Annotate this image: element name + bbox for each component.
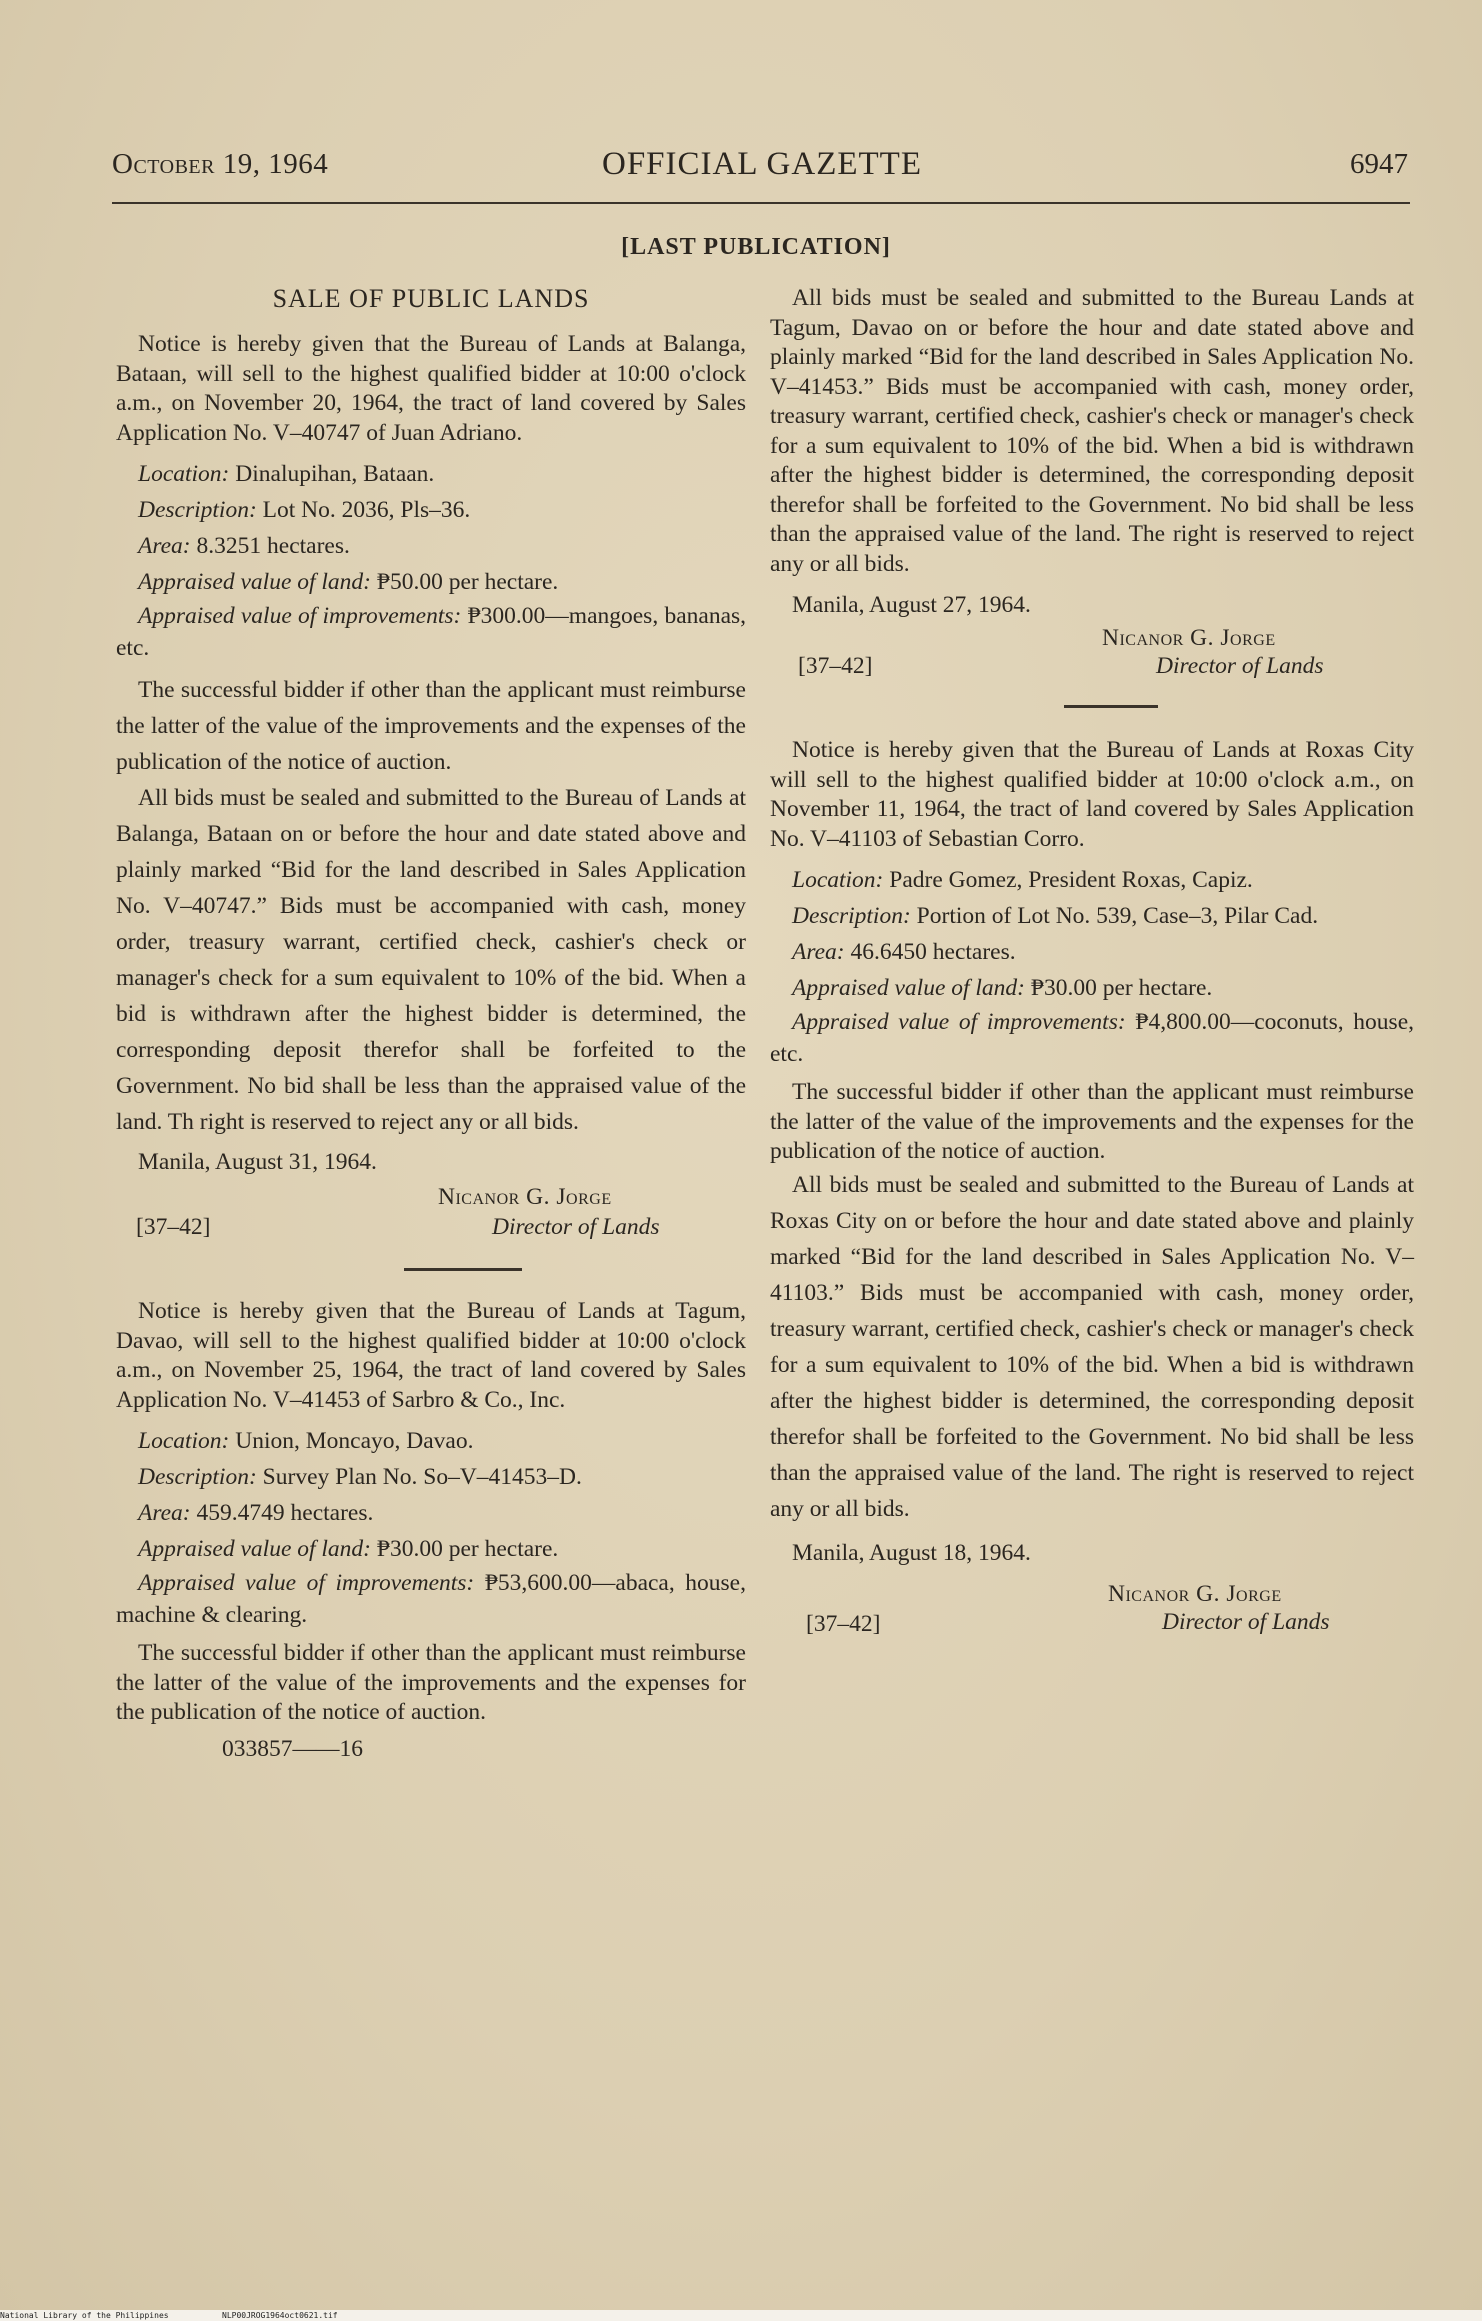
notice-roxas: [770, 736, 1415, 1637]
land-value-label: Appraised value of land:: [792, 975, 1026, 1001]
description-label: Description:: [138, 497, 257, 523]
land-value-field: [116, 564, 746, 600]
improvements-field: [770, 1006, 1414, 1070]
scan-filename: NLP00JROG1964oct0621.tif: [222, 2311, 338, 2320]
improvements-value: ₱300.00—mangoes, bananas, etc.: [116, 603, 747, 661]
land-value-field: [770, 970, 1414, 1006]
area-label: Area:: [138, 1500, 191, 1526]
description-field: [116, 1459, 746, 1495]
area-value: 8.3251 hectares.: [196, 533, 350, 559]
description-value: Survey Plan No. So–V–41453–D.: [262, 1464, 582, 1490]
bids-paragraph: All bids must be sealed and submitted to the Bureau of Lands at Roxas City on or before the hour and date stated above and plainly marked “Bid for the land described in Sales Application No. V–41103.” Bids must be accompanied with cash, money order, treasury warrant, certified check, cashier's check or manager's check for a sum equivalent to 10% of the bid. When a bid is withdrawn after the highest bidder is determined, the corresponding deposit therefor shall be forfeited to the Government. No bid shall be less than the appraised value of the land. The right is reserved to reject any or all bids.: [770, 1171, 1414, 1522]
location-label: Location:: [792, 867, 884, 893]
area-label: Area:: [792, 939, 845, 965]
signature-block: [770, 1571, 1414, 1637]
issue-code: [37–42]: [806, 1610, 881, 1637]
area-field: [116, 528, 746, 564]
place-date: Manila, August 31, 1964.: [138, 1149, 377, 1175]
place-date: Manila, August 18, 1964.: [792, 1539, 1031, 1566]
improvements-label: Appraised value of improvements:: [792, 1009, 1126, 1035]
scan-footer: [0, 2310, 1482, 2321]
land-value-label: Appraised value of land:: [138, 1536, 372, 1562]
issue-code: [37–42]: [136, 1214, 211, 1240]
area-field: [770, 934, 1414, 970]
location-label: Location:: [138, 461, 230, 487]
notice-tagum: [116, 1297, 746, 1763]
improvements-label: Appraised value of improvements:: [138, 603, 462, 629]
signatory-name: Nicanor G. Jorge: [1102, 625, 1276, 651]
improvements-value: ₱4,800.00—coconuts, house, etc.: [770, 1009, 1415, 1067]
area-value: 459.4749 hectares.: [196, 1500, 374, 1526]
reimburse-paragraph: The successful bidder if other than the applicant must reimburse the latter of the value of the improvements and the expenses for the publication of the notice of auction.: [116, 1640, 746, 1725]
land-value-field: [116, 1531, 746, 1567]
signature-block: [116, 1180, 746, 1246]
signatory-name: Nicanor G. Jorge: [438, 1184, 612, 1210]
description-value: Lot No. 2036, Pls–36.: [262, 497, 471, 523]
improvements-field: [116, 600, 746, 664]
description-field: [116, 492, 746, 528]
notice-balanga: [116, 330, 746, 1271]
place-date: Manila, August 27, 1964.: [792, 592, 1031, 618]
header-title: OFFICIAL GAZETTE: [602, 146, 922, 182]
description-value: Portion of Lot No. 539, Case–3, Pilar Cad.: [916, 903, 1319, 929]
location-field: [770, 862, 1414, 898]
description-field: [770, 898, 1414, 934]
right-column: [770, 284, 1415, 1637]
notice-tagum-continued: [770, 284, 1414, 708]
section-title: SALE OF PUBLIC LANDS: [272, 284, 590, 313]
bids-paragraph: All bids must be sealed and submitted to the Bureau Lands at Tagum, Davao on or before the hour and date stated above and plainly marked “Bid for the land described in Sales Application No. V–41453.” Bids must be accompanied with cash, money order, treasury warrant, certified check, cashier's check or manager's check for a sum equivalent to 10% of the bid. When a bid is withdrawn after the highest bidder is determined, the corresponding deposit therefor shall be forfeited to the Government. No bid shall be less than the appraised value of the land. The right is reserved to reject any or all bids.: [770, 285, 1414, 577]
signatory-title: Director of Lands: [1162, 1608, 1330, 1635]
description-label: Description:: [138, 1464, 257, 1490]
left-column: [116, 284, 746, 1763]
land-value: ₱30.00 per hectare.: [376, 1536, 559, 1562]
area-value: 46.6450 hectares.: [850, 939, 1016, 965]
description-label: Description:: [792, 903, 911, 929]
area-label: Area:: [138, 533, 191, 559]
area-field: [116, 1495, 746, 1531]
improvements-label: Appraised value of improvements:: [138, 1570, 475, 1596]
land-value: ₱30.00 per hectare.: [1030, 975, 1213, 1001]
land-value-label: Appraised value of land:: [138, 569, 372, 595]
location-field: [116, 456, 746, 492]
location-field: [116, 1423, 746, 1459]
signatory-title: Director of Lands: [492, 1214, 660, 1240]
reimburse-paragraph: The successful bidder if other than the applicant must reimburse the latter of the value of the improvements and the expenses of the publication of the notice of auction.: [116, 677, 746, 775]
separator-rule: [1064, 705, 1158, 708]
location-value: Union, Moncayo, Davao.: [235, 1428, 474, 1454]
improvements-value: ₱53,600.00—abaca, house, machine & clearing.: [116, 1570, 746, 1628]
notice-intro: Notice is hereby given that the Bureau of Lands at Tagum, Davao, will sell to the highest qualified bidder at 10:00 o'clock a.m., on November 25, 1964, the tract of land covered by Sales Application No. V–41453 of Sarbro & Co., Inc.: [116, 1298, 746, 1413]
header-date: October 19, 1964: [112, 148, 329, 180]
header-page-number: 6947: [1350, 148, 1408, 180]
signatory-title: Director of Lands: [1156, 653, 1324, 679]
improvements-field: [116, 1567, 746, 1631]
bids-paragraph: All bids must be sealed and submitted to the Bureau of Lands at Balanga, Bataan on or before the hour and date stated above and plainly marked “Bid for the land described in Sales Application No. V–40747.” Bids must be accompanied with cash, money order, treasury warrant, certified check, cashier's check or manager's check for a sum equivalent to 10% of the bid. When a bid is withdrawn after the highest bidder is determined, the corresponding deposit therefor shall be forfeited to the Government. No bid shall be less than the appraised value of the land. Th right is reserved to reject any or all bids.: [116, 785, 746, 1135]
last-publication-marker: [LAST PUBLICATION]: [621, 234, 891, 260]
running-head: [112, 148, 1412, 188]
notice-intro: Notice is hereby given that the Bureau of Lands at Roxas City will sell to the highest qualified bidder at 10:00 o'clock a.m., on November 11, 1964, the tract of land covered by Sales Application No. V–41103 of Sebastian Corro.: [770, 737, 1414, 852]
location-value: Dinalupihan, Bataan.: [235, 461, 435, 487]
notice-intro: Notice is hereby given that the Bureau of Lands at Balanga, Bataan, will sell to the highest qualified bidder at 10:00 o'clock a.m., on November 20, 1964, the tract of land covered by Sales Application No. V–40747 of Juan Adriano.: [116, 331, 746, 446]
signature-block: [770, 623, 1414, 685]
location-label: Location:: [138, 1428, 230, 1454]
issue-code: [37–42]: [798, 653, 873, 679]
signatory-name: Nicanor G. Jorge: [1108, 1580, 1282, 1607]
reimburse-paragraph: The successful bidder if other than the applicant must reimburse the latter of the value of the improvements and the expenses for the publication of the notice of auction.: [770, 1079, 1414, 1164]
separator-rule: [404, 1268, 522, 1271]
land-value: ₱50.00 per hectare.: [376, 569, 559, 595]
print-code: 033857——16: [222, 1735, 363, 1762]
header-rule: [112, 202, 1410, 204]
location-value: Padre Gomez, President Roxas, Capiz.: [889, 867, 1253, 893]
scan-library: National Library of the Philippines: [0, 2311, 169, 2320]
